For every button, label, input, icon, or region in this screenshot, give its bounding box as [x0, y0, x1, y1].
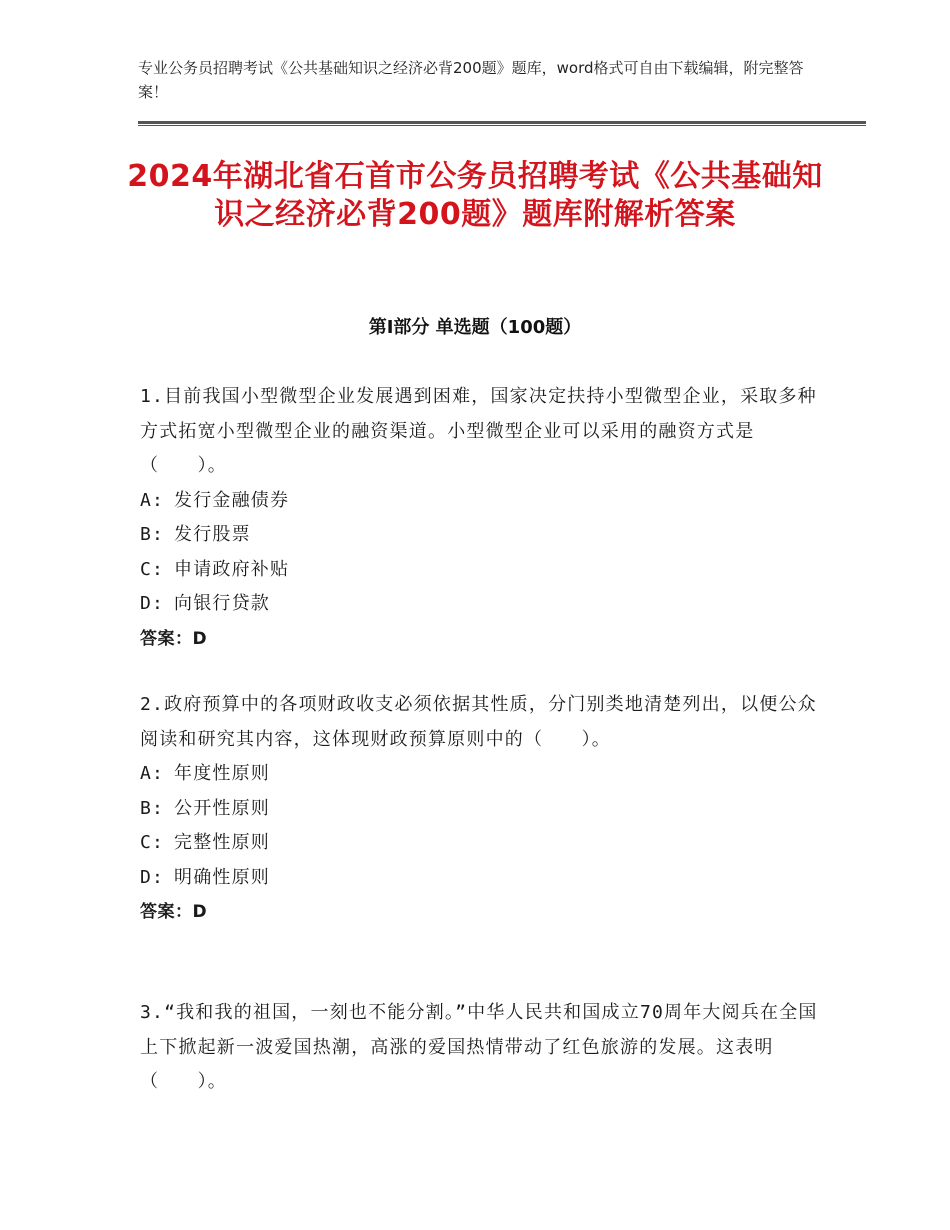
option-letter: C: [140, 832, 165, 853]
answer-line: 答案：D [140, 628, 208, 649]
option-b [140, 792, 820, 827]
option-text: 公开性原则 [174, 797, 270, 819]
answer-line: 答案：D [140, 902, 208, 922]
question-stem: 1.目前我国小型微型企业发展遇到困难，国家决定扶持小型微型企业，采取多种方式拓宽小型微型企业的融资渠道。小型微型企业可以采用的融资方式是（ ）。 [140, 386, 817, 476]
option-letter: A: [140, 489, 165, 511]
option-letter: D: [140, 593, 165, 614]
option-a [140, 757, 820, 792]
option-letter: D: [140, 866, 165, 888]
section-heading: 第Ⅰ部分 单选题（100题） [368, 317, 582, 338]
option-text: 完整性原则 [174, 832, 270, 853]
option-c [140, 553, 820, 588]
option-text: 发行股票 [174, 524, 251, 545]
option-d [140, 861, 820, 896]
option-letter: A: [140, 763, 165, 784]
option-text: 年度性原则 [174, 763, 270, 784]
option-c [140, 826, 820, 861]
option-b [140, 518, 820, 553]
question-1 [140, 380, 820, 656]
option-text: 发行金融债券 [174, 489, 290, 511]
question-3 [140, 996, 820, 1100]
question-stem: 2.政府预算中的各项财政收支必须依据其性质，分门别类地清楚列出，以便公众阅读和研究其内容，这体现财政预算原则中的（ ）。 [140, 694, 817, 750]
header-note: 专业公务员招聘考试《公共基础知识之经济必背200题》题库，word格式可自由下载编辑，附完整答案！ [138, 59, 804, 101]
header-divider [138, 121, 866, 126]
option-a [140, 484, 820, 519]
document-title: 2024年湖北省石首市公务员招聘考试《公共基础知识之经济必背200题》题库附解析答案 [127, 159, 823, 232]
option-text: 向银行贷款 [174, 593, 270, 614]
question-stem: 3.“我和我的祖国，一刻也不能分割。”中华人民共和国成立70周年大阅兵在全国上下掀起新一波爱国热潮，高涨的爱国热情带动了红色旅游的发展。这表明（ ）。 [140, 1002, 818, 1092]
question-2 [140, 688, 820, 930]
option-letter: B: [140, 524, 165, 545]
option-text: 明确性原则 [174, 866, 270, 888]
option-letter: B: [140, 797, 165, 819]
option-text: 申请政府补贴 [174, 558, 290, 580]
option-d [140, 587, 820, 622]
option-letter: C: [140, 558, 165, 580]
